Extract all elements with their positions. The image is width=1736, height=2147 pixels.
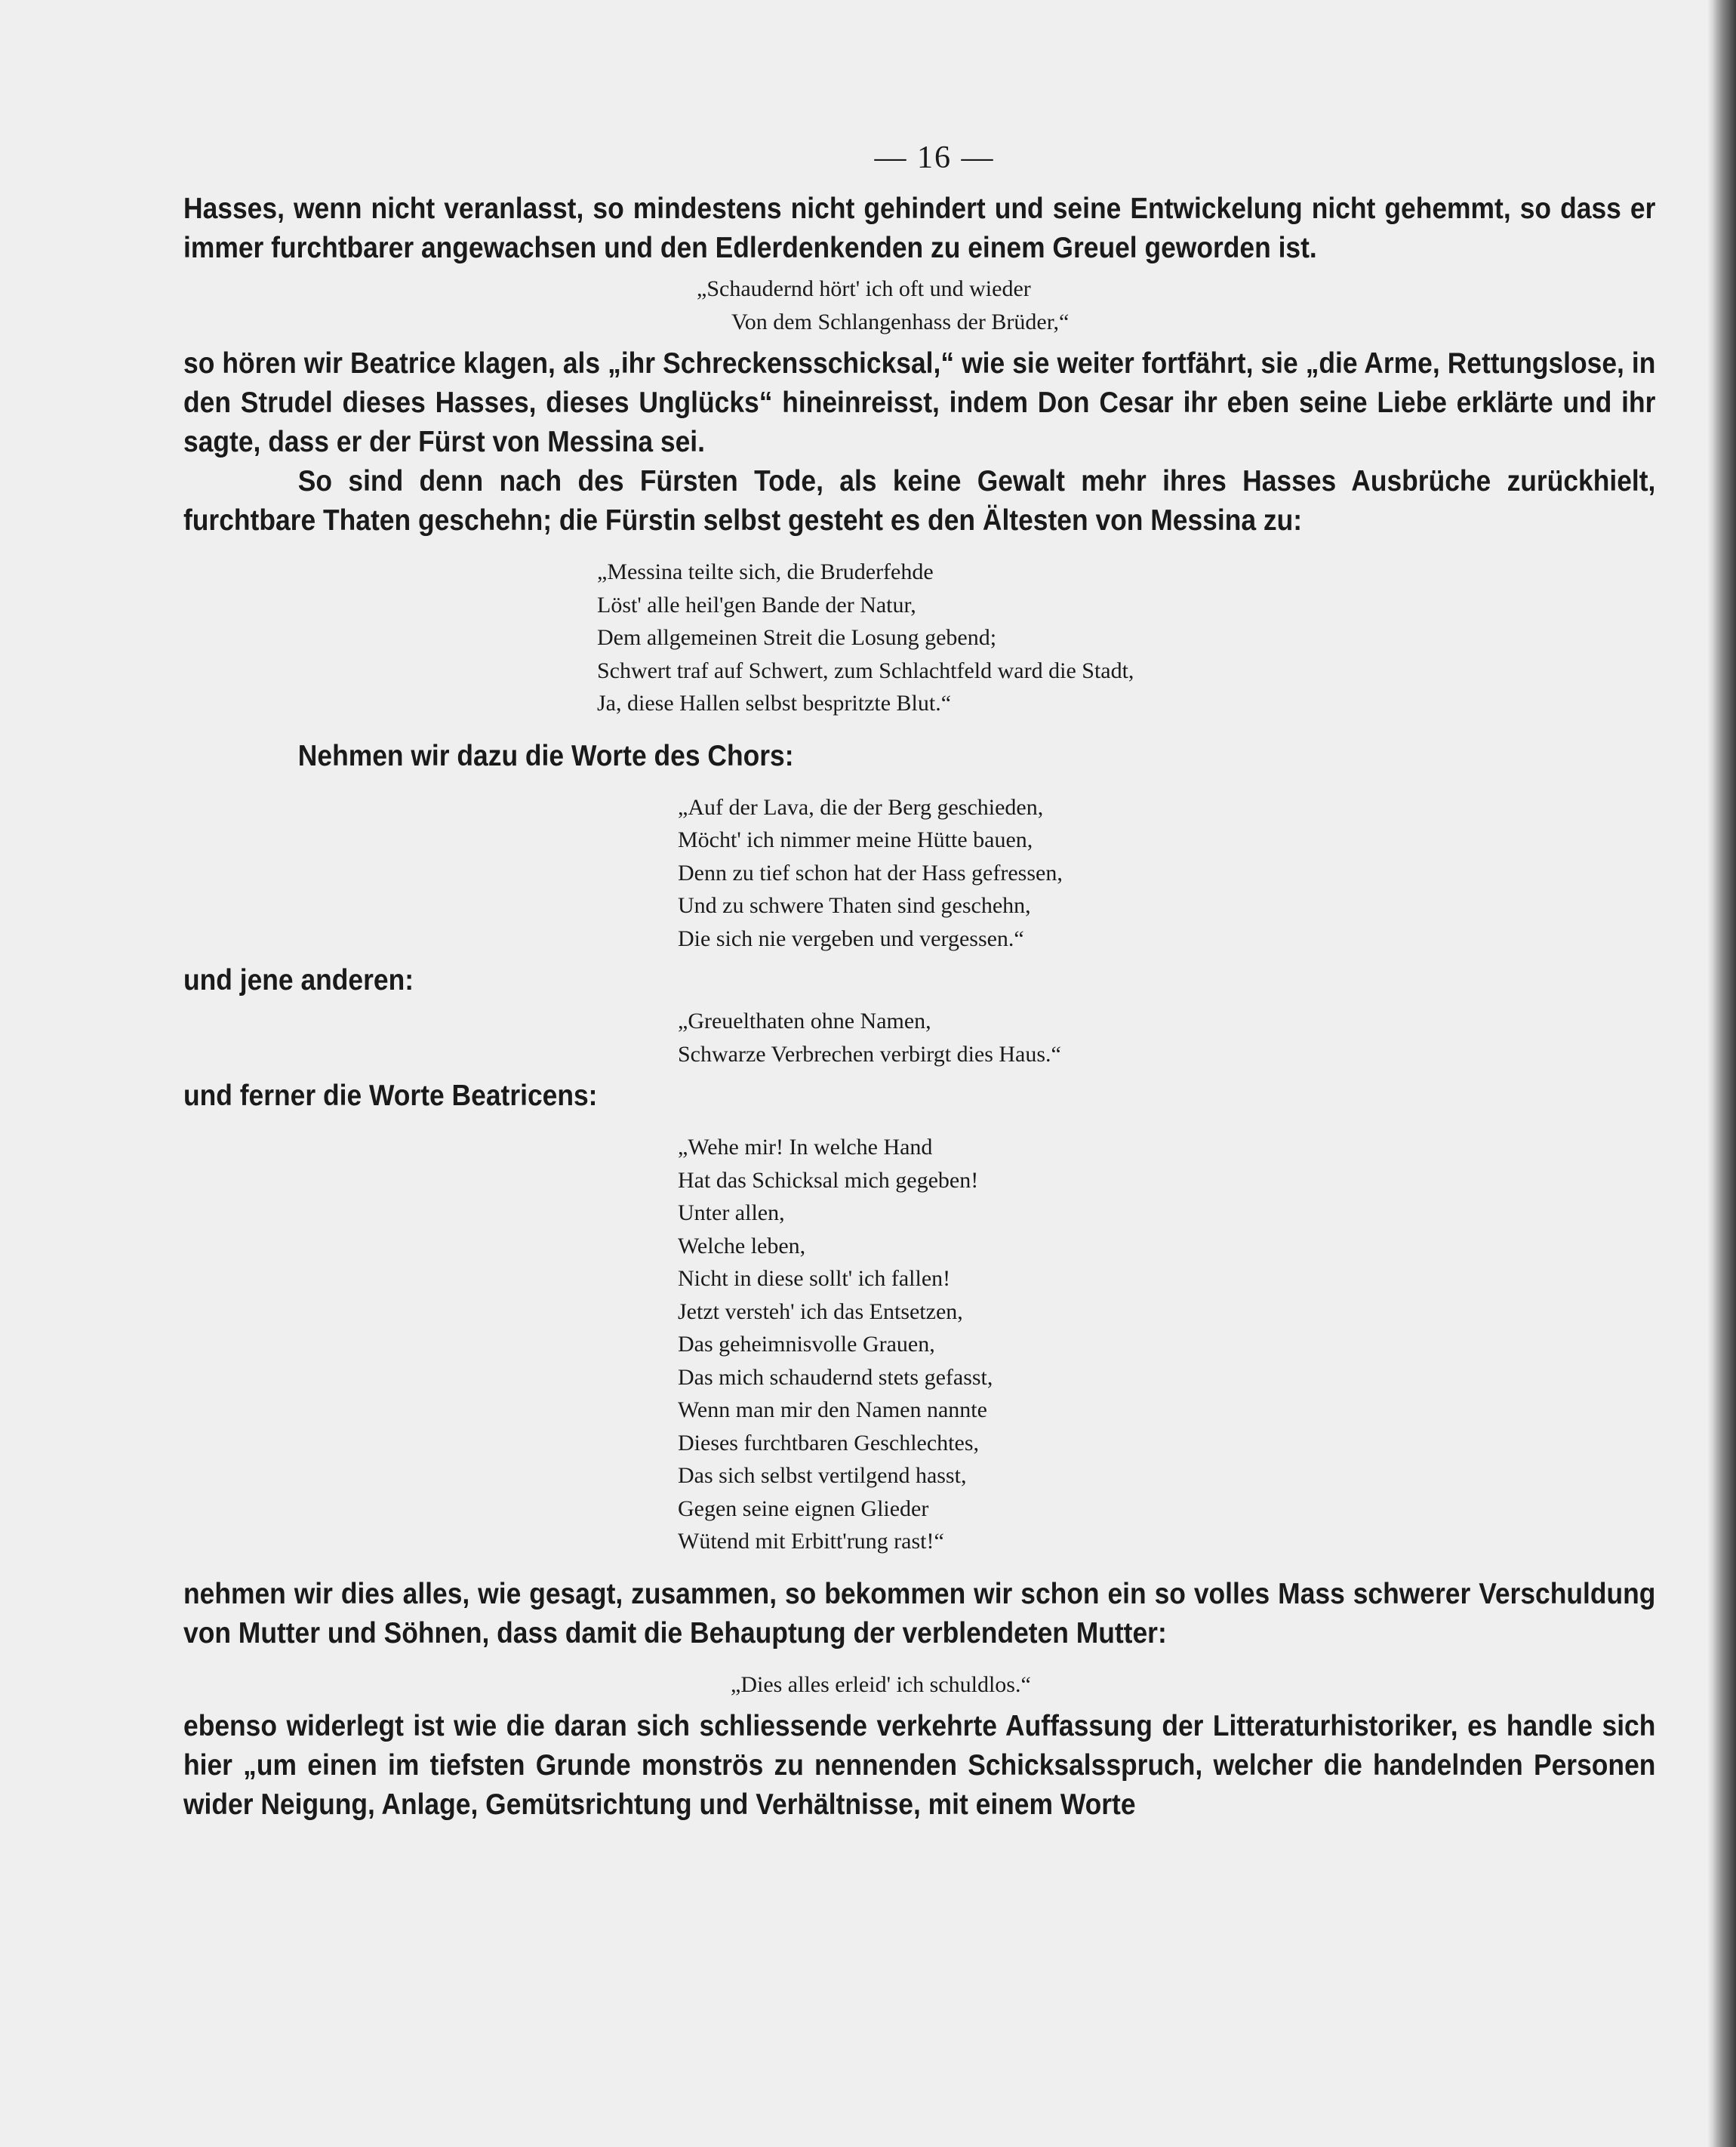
verse-line: Das sich selbst vertilgend hasst, — [678, 1463, 967, 1488]
verse-line: Und zu schwere Thaten sind geschehn, — [678, 893, 1031, 918]
paragraph-3-text: So sind denn nach des Fürsten Tode, als keine Gewalt mehr ihres Hasses Ausbrüche zurückhielt, furchtbare Thaten geschehn; die Fürstin selbst gesteht es den Ältesten von Messina zu: — [183, 465, 1656, 537]
paragraph-7: nehmen wir dies alles, wie gesagt, zusammen, so bekommen wir schon ein so volles Mass schwerer Verschuldung von Mutter und Söhnen, dass damit die Behauptung der verblendeten Mutter: — [183, 1577, 1656, 1650]
verse-quote-3 — [183, 791, 1655, 956]
verse-quote-1 — [183, 273, 1655, 338]
paragraph-4-text: Nehmen wir dazu die Worte des Chors: — [297, 739, 794, 772]
verse-line: Unter allen, — [678, 1200, 785, 1225]
verse-line: Schwarze Verbrechen verbirgt dies Haus.“ — [678, 1041, 1061, 1067]
verse-line: Das geheimnisvolle Grauen, — [678, 1332, 935, 1357]
verse-line: Denn zu tief schon hat der Hass gefressen, — [678, 860, 1063, 886]
verse-line: Löst' alle heil'gen Bande der Natur, — [597, 592, 916, 618]
verse-line: Hat das Schicksal mich gegeben! — [678, 1167, 979, 1193]
page-edge — [1713, 0, 1736, 2147]
verse-line: Dem allgemeinen Streit die Losung gebend; — [597, 625, 997, 650]
paragraph-8: ebenso widerlegt ist wie die daran sich schliessende verkehrte Auffassung der Litteraturhistoriker, es handle sich hier „um einen im tiefsten Grunde monströs zu nennenden Schicksalsspruch, welcher die handelnden Personen wider Neigung, Anlage, Gemütsrichtung und Verhältnisse, mit einem Worte — [183, 1710, 1656, 1821]
verse-line: Das mich schaudernd stets gefasst, — [678, 1364, 993, 1390]
verse-quote-2 — [183, 556, 1655, 720]
verse-line: Die sich nie vergeben und vergessen.“ — [678, 926, 1024, 951]
verse-line: „Wehe mir! In welche Hand — [678, 1135, 933, 1160]
verse-line: Möcht' ich nimmer meine Hütte bauen, — [678, 827, 1033, 852]
verse-line: „Messina teilte sich, die Bruderfehde — [597, 559, 934, 584]
paragraph-1: Hasses, wenn nicht veranlasst, so mindestens nicht gehindert und seine Entwickelung nicht gehemmt, so dass er immer furchtbarer angewachsen und den Edlerdenkenden zu einem Greuel geworden ist. — [183, 193, 1656, 264]
page-edge-shadow — [1707, 0, 1713, 2147]
verse-quote-6 — [183, 1668, 1655, 1702]
verse-line: Gegen seine eignen Glieder — [678, 1496, 929, 1521]
verse-line: Jetzt versteh' ich das Entsetzen, — [678, 1298, 963, 1324]
verse-line: Dieses furchtbaren Geschlechtes, — [678, 1430, 979, 1455]
page-number: — 16 — — [874, 140, 995, 175]
verse-line: „Greuelthaten ohne Namen, — [678, 1009, 931, 1033]
verse-line: Schwert traf auf Schwert, zum Schlachtfeld ward die Stadt, — [597, 658, 1134, 683]
verse-line: „Dies alles erleid' ich schuldlos.“ — [731, 1671, 1031, 1697]
verse-line: „Schaudernd hört' ich oft und wieder — [697, 276, 1031, 301]
paragraph-3 — [183, 462, 1655, 541]
paragraph-2: so hören wir Beatrice klagen, als „ihr Schreckensschicksal,“ wie sie weiter fortfährt, sie „die Arme, Rettungslose, in den Strudel dieses Hasses, dieses Unglücks“ hineinreisst, indem Don Cesar ihr eben seine Liebe erklärte und ihr sagte, dass er der Fürst von Messina sei. — [183, 347, 1656, 458]
verse-line: Wütend mit Erbitt'rung rast!“ — [678, 1529, 944, 1554]
verse-quote-4 — [183, 1005, 1655, 1070]
book-page — [183, 140, 1655, 1825]
paragraph-4 — [183, 737, 1655, 776]
verse-line: Von dem Schlangenhass der Brüder,“ — [731, 309, 1070, 334]
verse-quote-5 — [183, 1131, 1655, 1558]
verse-line: Wenn man mir den Namen nannte — [678, 1397, 987, 1422]
verse-line: Ja, diese Hallen selbst bespritzte Blut.“ — [597, 691, 952, 716]
paragraph-5: und jene anderen: — [183, 964, 414, 996]
verse-line: Nicht in diese sollt' ich fallen! — [678, 1266, 951, 1291]
paragraph-6: und ferner die Worte Beatricens: — [183, 1080, 598, 1112]
verse-line: Welche leben, — [678, 1233, 806, 1258]
verse-line: „Auf der Lava, die der Berg geschieden, — [678, 794, 1044, 820]
